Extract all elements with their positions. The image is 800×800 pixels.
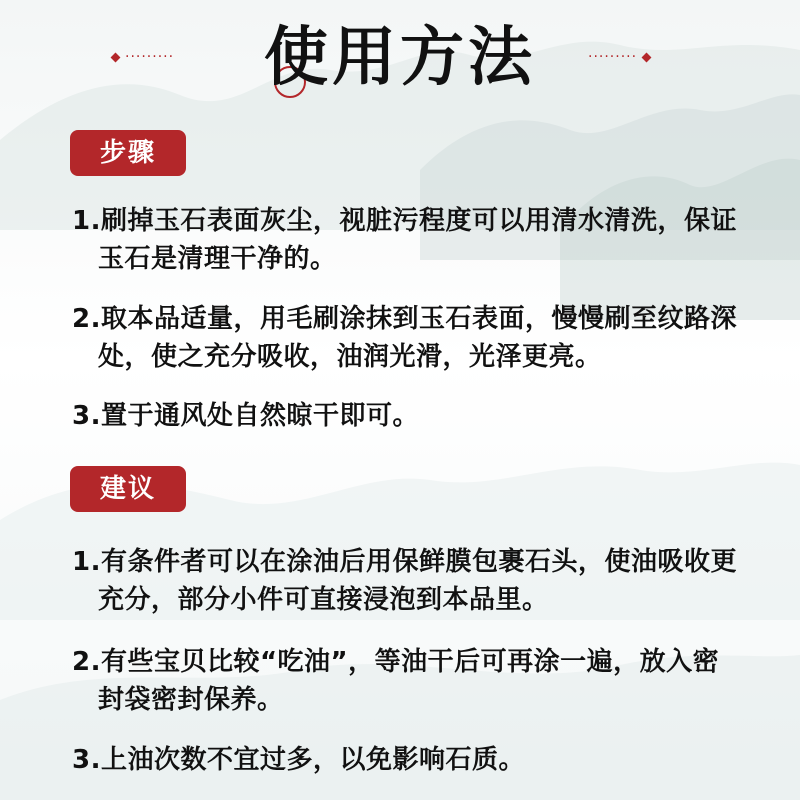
item-text-line1: 取本品适量，用毛刷涂抹到玉石表面，慢慢刷至纹路深 <box>100 304 737 334</box>
item-text-line1: 置于通风处自然晾干即可。 <box>100 401 419 431</box>
item-number: 1. <box>72 547 101 577</box>
item-number: 2. <box>72 647 101 677</box>
item-text-line1: 有条件者可以在涂油后用保鲜膜包裹石头，使油吸收更 <box>100 547 737 577</box>
item-text-line1: 有些宝贝比较“吃油”，等油干后可再涂一遍，放入密 <box>100 647 720 677</box>
item-number: 1. <box>72 206 101 236</box>
suggestions-section-badge: 建议 <box>70 466 186 512</box>
item-number: 3. <box>72 401 101 431</box>
item-text-line2: 封袋密封保养。 <box>98 685 284 715</box>
page-title: 使用方法 <box>264 20 536 95</box>
step-item-1 <box>72 202 762 278</box>
step-item-3 <box>72 397 762 435</box>
item-text-line2: 玉石是清理干净的。 <box>98 244 337 274</box>
suggestion-item-2 <box>72 643 762 719</box>
item-text-line2: 充分，部分小件可直接浸泡到本品里。 <box>98 585 549 615</box>
suggestion-item-1 <box>72 543 762 619</box>
steps-section-badge: 步骤 <box>70 130 186 176</box>
ornament-dots: ········· <box>588 49 638 65</box>
item-number: 3. <box>72 745 101 775</box>
item-text-line2: 处，使之充分吸收，油润光滑，光泽更亮。 <box>98 342 602 372</box>
item-number: 2. <box>72 304 101 334</box>
ornament-dots: ········· <box>125 49 175 65</box>
item-text-line1: 刷掉玉石表面灰尘，视脏污程度可以用清水清洗，保证 <box>100 206 737 236</box>
step-item-2 <box>72 300 762 376</box>
suggestion-item-3 <box>72 741 762 779</box>
item-text-line1: 上油次数不宜过多，以免影响石质。 <box>100 745 525 775</box>
